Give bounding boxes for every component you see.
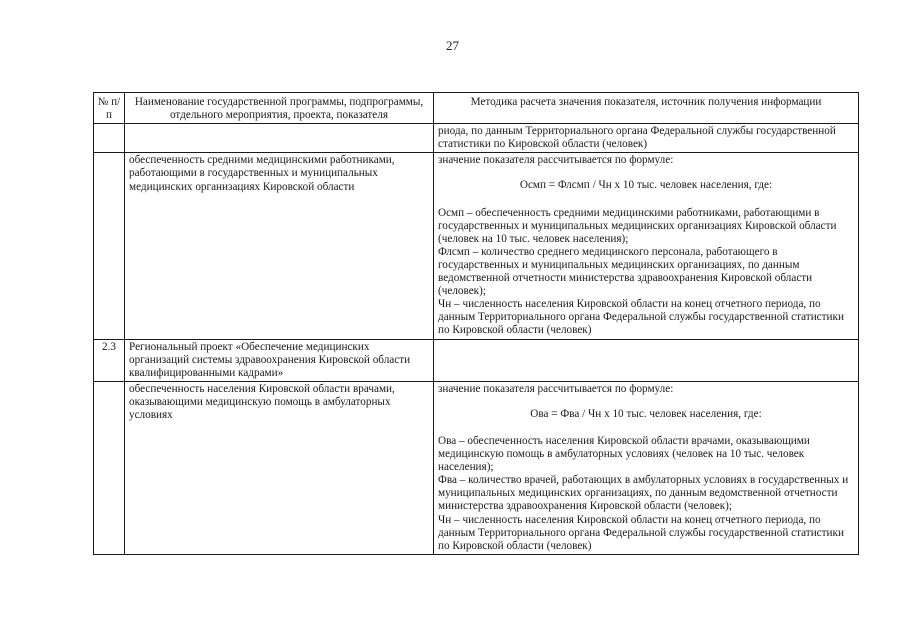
header-number: № п/п xyxy=(94,93,125,124)
header-method: Методика расчета значения показателя, источник получения информации xyxy=(434,93,859,124)
definition: Чн – численность населения Кировской области на конец отчетного периода, по данным Территориального органа Федеральной службы государственной статистики по Кировской области (человек) xyxy=(438,513,844,552)
table-row xyxy=(94,381,859,554)
cell-name xyxy=(125,124,434,153)
cell-number xyxy=(94,381,125,554)
cell-name: обеспеченность средними медицинскими работниками, работающими в государственных и муниципальных медицинских организациях Кировской области xyxy=(125,153,434,339)
cell-number: 2.3 xyxy=(94,339,125,381)
definition: Флсмп – количество среднего медицинского персонала, работающего в государственных и муниципальных медицинских организациях, по данным ведомственной отчетности министерства здравоохранения Кировской области (человек); xyxy=(438,245,813,298)
page-number: 27 xyxy=(446,38,459,53)
cell-name: Региональный проект «Обеспечение медицинских организаций системы здравоохранения Кировской области квалифицированными кадрами» xyxy=(125,339,434,381)
cell-number xyxy=(94,124,125,153)
method-intro: значение показателя рассчитывается по формуле: xyxy=(438,154,674,167)
table-header-row xyxy=(94,93,859,124)
definition: Ова – обеспеченность населения Кировской области врачами, оказывающими медицинскую помощь в амбулаторных условиях (человек на 10 тыс. человек населения); xyxy=(438,434,810,474)
header-name: Наименование государственной программы, подпрограммы, отдельного мероприятия, проекта, показателя xyxy=(125,93,434,124)
definition: Фва – количество врачей, работающих в амбулаторных условиях в государственных и муниципальных медицинских организациях, по данным ведомственной отчетности министерства здравоохранения Кировской области (человек); xyxy=(438,474,849,513)
cell-method: риода, по данным Территориального органа Федеральной службы государственной статистики по Кировской области (человек) xyxy=(434,124,859,153)
definition: Осмп – обеспеченность средними медицинскими работниками, работающими в государственных и муниципальных медицинских организациях Кировской области (человек на 10 тыс. человек населения); xyxy=(438,206,837,245)
cell-method xyxy=(434,339,859,381)
cell-method xyxy=(434,381,859,554)
definition: Чн – численность населения Кировской области на конец отчетного периода, по данным Территориального органа Федеральной службы государственной статистики по Кировской области (человек) xyxy=(438,298,844,337)
table-row xyxy=(94,339,859,381)
table-row xyxy=(94,124,859,153)
cell-method xyxy=(434,153,859,339)
table-row xyxy=(94,153,859,339)
cell-name: обеспеченность населения Кировской области врачами, оказывающими медицинскую помощь в амбулаторных условиях xyxy=(125,381,434,554)
formula: Осмп = Флсмп / Чн x 10 тыс. человек населения, где: xyxy=(519,179,773,192)
cell-number xyxy=(94,153,125,339)
formula: Ова = Фва / Чн x 10 тыс. человек населения, где: xyxy=(530,407,762,420)
indicator-table xyxy=(93,92,859,555)
method-intro: значение показателя рассчитывается по формуле: xyxy=(438,382,674,395)
